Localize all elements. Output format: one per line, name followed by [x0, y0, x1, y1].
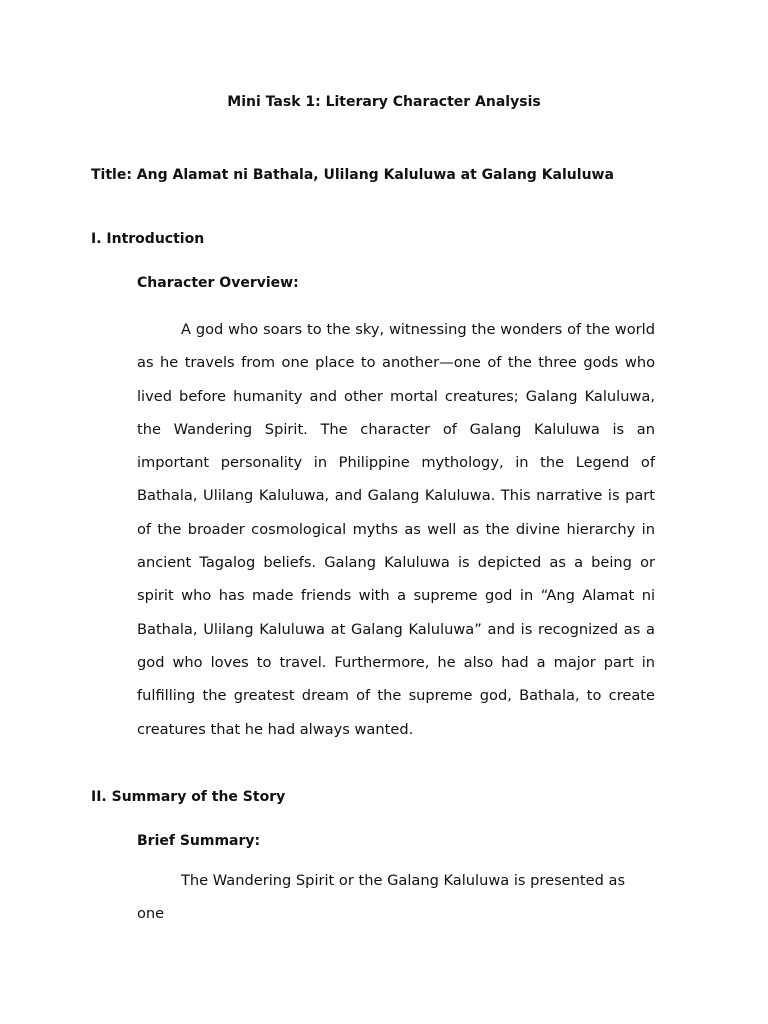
subheading-character-overview: Character Overview: — [137, 275, 299, 291]
subheading-brief-summary: Brief Summary: — [137, 833, 261, 849]
document-title: Mini Task 1: Literary Character Analysis — [227, 94, 541, 110]
section-heading-summary: II. Summary of the Story — [91, 789, 286, 805]
paragraph-character-overview: A god who soars to the sky, witnessing the wonders of the world as he travels from one place to another—one of the three gods who lived before humanity and other mortal creatures; Galang Kaluluwa, the Wandering Spirit. The character of Galang Kaluluwa is an important personality in Philippine mythology, in the Legend of Bathala, Ulilang Kaluluwa, and Galang Kaluluwa. This narrative is part of the broader cosmological myths as well as the divine hierarchy in ancient Tagalog beliefs. Galang Kaluluwa is depicted as a being or spirit who has made friends with a supreme god in “Ang Alamat ni Bathala, Ulilang Kaluluwa at Galang Kaluluwa” and is recognized as a god who loves to travel. Furthermore, he also had a major part in fulfilling the greatest dream of the supreme god, Bathala, to create creatures that he had always wanted. — [137, 321, 655, 738]
paragraph-brief-summary: The Wandering Spirit or the Galang Kaluluwa is presented as one — [137, 872, 626, 923]
story-title: Title: Ang Alamat ni Bathala, Ulilang Kaluluwa at Galang Kaluluwa — [91, 167, 614, 183]
section-heading-introduction: I. Introduction — [91, 231, 205, 247]
